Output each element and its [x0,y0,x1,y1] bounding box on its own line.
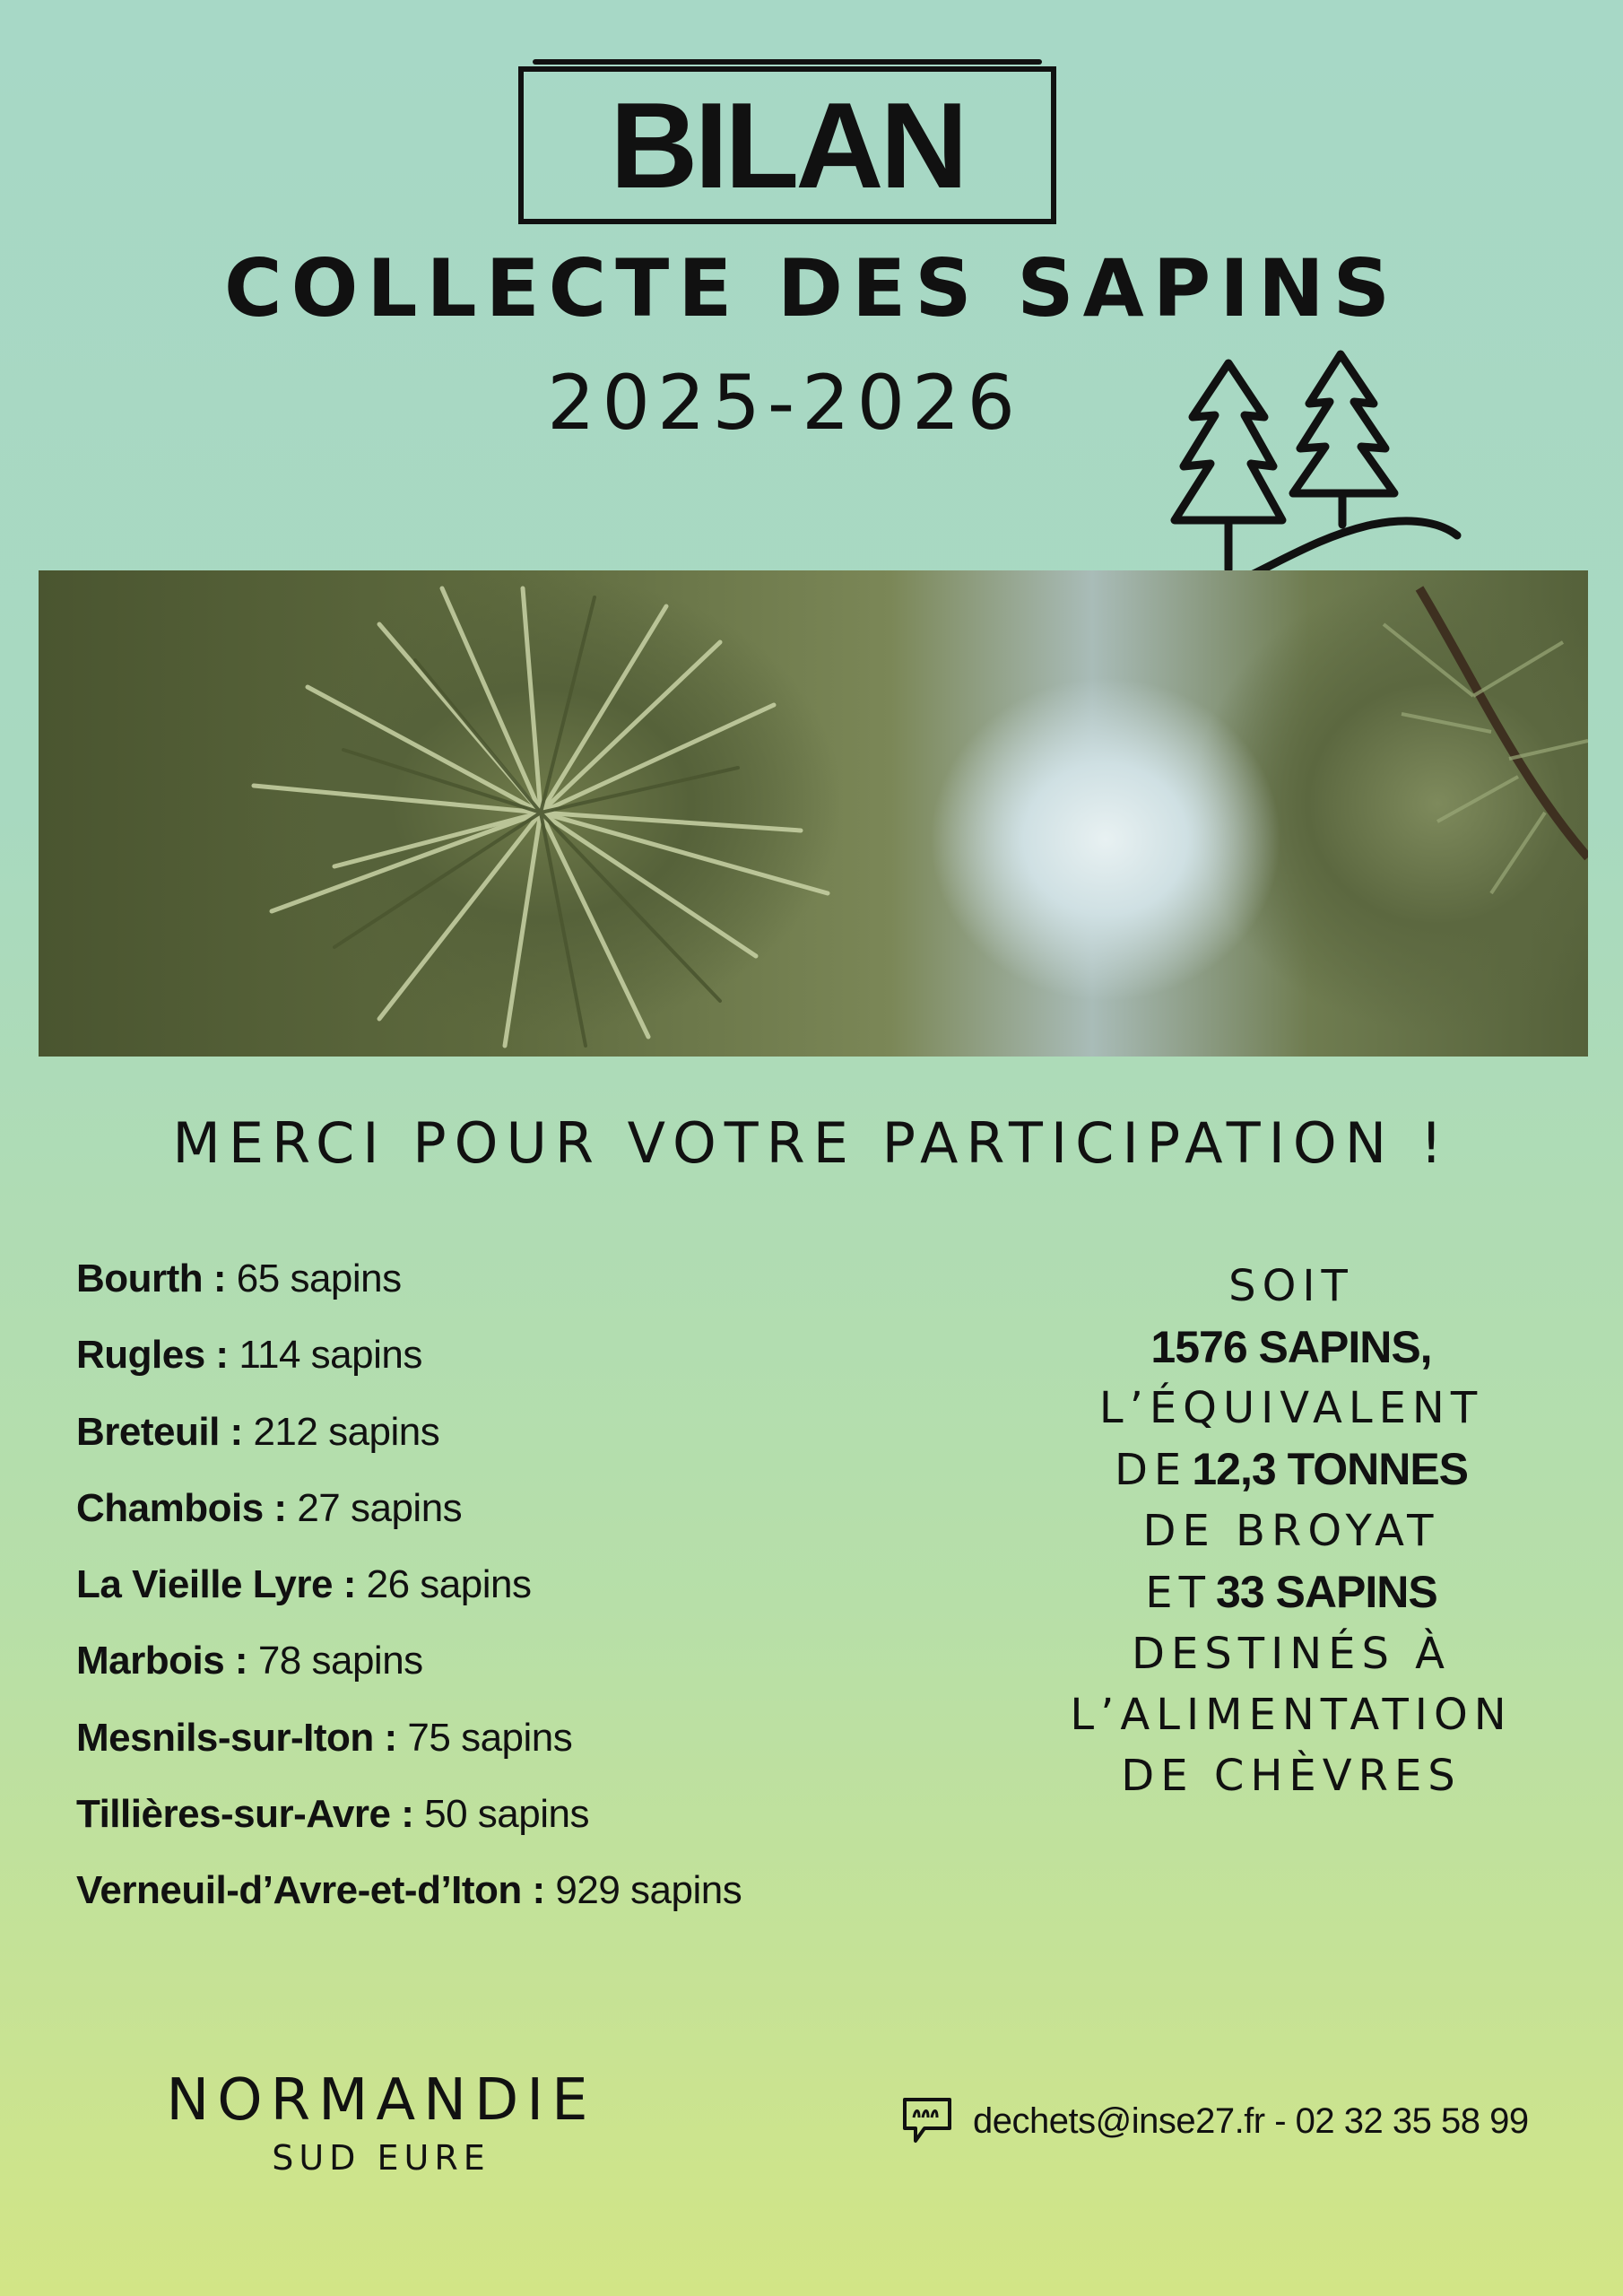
speech-bubble-icon [901,2096,953,2146]
summary-goats-line [1013,1561,1569,1623]
tree-count: 27 sapins [297,1485,463,1530]
separator: : [219,1409,254,1454]
summary-feeding: L’ALIMENTATION [1070,1690,1513,1740]
bilan-badge [518,66,1056,224]
summary-tonnes-line [1013,1439,1569,1500]
summary-goats: DE CHÈVRES [1121,1751,1462,1801]
separator: : [224,1639,258,1683]
town-name: Marbois [76,1639,225,1683]
contact-info [901,2090,1529,2152]
summary-block [1013,1256,1569,1806]
list-item [76,1711,1027,1787]
summary-broyat: DE BROYAT [1142,1506,1440,1556]
separator: : [373,1715,408,1760]
tree-count: 65 sapins [236,1257,402,1300]
list-item [76,1405,1027,1482]
town-name: Breteuil [76,1409,220,1454]
list-item [76,1252,1027,1328]
separator: : [521,1868,556,1913]
tree-count: 75 sapins [407,1715,573,1760]
tree-count: 114 sapins [239,1333,422,1378]
town-name: Bourth [76,1257,204,1300]
tree-count: 50 sapins [424,1792,589,1837]
list-item [76,1328,1027,1405]
period: 2025-2026 [547,359,1022,447]
summary-destined: DESTINÉS À [1131,1629,1452,1679]
list-item [76,1482,1027,1558]
tree-count: 26 sapins [366,1562,532,1607]
tree-count: 212 sapins [253,1409,440,1454]
separator: : [263,1485,298,1530]
brand-logo [166,2067,596,2178]
brand-subtitle: SUD EURE [272,2138,490,2178]
tree-count: 78 sapins [257,1639,423,1683]
pine-branch-photo [39,570,1588,1057]
page-title: COLLECTE DES SAPINS [224,242,1399,335]
town-name: Tillières-sur-Avre [76,1792,391,1837]
summary-equivalent: L’ÉQUIVALENT [1098,1383,1484,1433]
separator: : [203,1257,237,1300]
tree-count: 929 sapins [555,1868,742,1913]
brand-name: NORMANDIE [166,2067,596,2134]
town-name: Rugles [76,1333,205,1378]
list-item [76,1787,1027,1864]
bilan-title: BILAN [610,77,965,213]
collection-list [76,1252,1027,1941]
town-name: Verneuil-d’Avre-et-d’Iton [76,1868,522,1913]
contact-text[interactable]: dechets@inse27.fr - 02 32 35 58 99 [973,2100,1529,2141]
summary-goats-count: 33 SAPINS [1216,1567,1437,1617]
town-name: Mesnils-sur-Iton [76,1715,374,1760]
summary-prefix: DE [1114,1445,1188,1495]
town-name: La Vieille Lyre [76,1562,333,1607]
separator: : [390,1792,425,1837]
list-item [76,1558,1027,1634]
summary-total: 1576 SAPINS, [1150,1322,1432,1372]
separator: : [333,1562,367,1607]
thanks-message: MERCI POUR VOTRE PARTICIPATION ! [172,1110,1451,1176]
list-item [76,1864,1027,1940]
town-name: Chambois [76,1485,264,1530]
list-item [76,1634,1027,1710]
summary-intro: SOIT [1228,1261,1354,1311]
summary-prefix: ET [1145,1568,1211,1618]
separator: : [204,1333,239,1378]
summary-tonnes: 12,3 TONNES [1192,1444,1469,1494]
